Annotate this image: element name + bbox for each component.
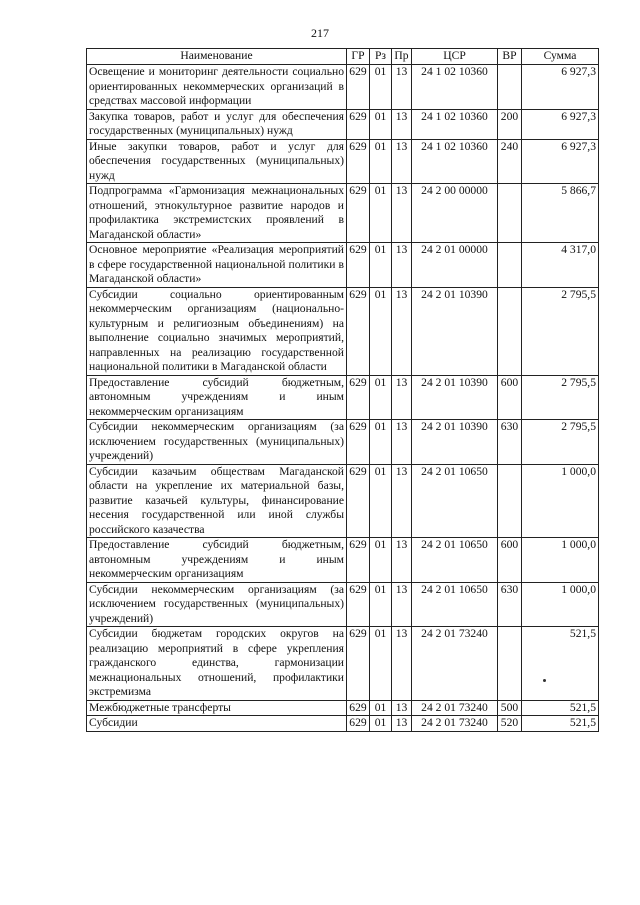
row-sum-cell: 6 927,3 <box>522 65 599 110</box>
row-vr-cell <box>498 65 522 110</box>
row-pr-cell: 13 <box>392 582 412 627</box>
table-row <box>87 184 599 243</box>
row-name-cell: Подпрограмма «Гармонизация межнациональных отношений, этнокультурное развитие народов и профилактика экстремистских проявлений в Магаданской области» <box>87 184 347 243</box>
row-name-cell: Освещение и мониторинг деятельности социально ориентированных некоммерческих организаций в средствах массовой информации <box>87 65 347 110</box>
row-rz-cell: 01 <box>370 139 392 184</box>
row-gr-cell: 629 <box>347 582 370 627</box>
row-sum-cell: 1 000,0 <box>522 538 599 583</box>
row-pr-cell: 13 <box>392 420 412 465</box>
row-name-cell: Предоставление субсидий бюджетным, автономным учреждениям и иным некоммерческим организациям <box>87 375 347 420</box>
row-rz-cell: 01 <box>370 287 392 375</box>
row-name-cell: Иные закупки товаров, работ и услуг для обеспечения государственных (муниципальных) нужд <box>87 139 347 184</box>
row-pr-cell: 13 <box>392 538 412 583</box>
row-vr-cell: 600 <box>498 538 522 583</box>
row-sum-cell: 521,5 <box>522 700 599 716</box>
header-gr: ГР <box>347 49 370 65</box>
row-csr-cell: 24 2 01 73240 <box>412 716 498 732</box>
row-pr-cell: 13 <box>392 139 412 184</box>
row-gr-cell: 629 <box>347 65 370 110</box>
row-vr-cell: 500 <box>498 700 522 716</box>
header-pr: Пр <box>392 49 412 65</box>
row-rz-cell: 01 <box>370 109 392 139</box>
row-vr-cell <box>498 184 522 243</box>
row-gr-cell: 629 <box>347 716 370 732</box>
row-csr-cell: 24 2 01 10390 <box>412 375 498 420</box>
table-row <box>87 65 599 110</box>
row-vr-cell: 630 <box>498 582 522 627</box>
row-sum-cell: 5 866,7 <box>522 184 599 243</box>
table-row <box>87 375 599 420</box>
table-row <box>87 139 599 184</box>
row-rz-cell: 01 <box>370 700 392 716</box>
header-rz: Рз <box>370 49 392 65</box>
row-name-cell: Основное мероприятие «Реализация мероприятий в сфере государственной национальной политики в Магаданской области» <box>87 243 347 288</box>
row-csr-cell: 24 2 01 00000 <box>412 243 498 288</box>
row-rz-cell: 01 <box>370 627 392 701</box>
row-rz-cell: 01 <box>370 582 392 627</box>
table-row <box>87 420 599 465</box>
row-vr-cell <box>498 287 522 375</box>
table-row <box>87 287 599 375</box>
row-name-cell: Субсидии некоммерческим организациям (за исключением государственных (муниципальных) учреждений) <box>87 420 347 465</box>
table-row <box>87 538 599 583</box>
row-vr-cell: 200 <box>498 109 522 139</box>
row-csr-cell: 24 2 01 10650 <box>412 464 498 538</box>
row-name-cell: Субсидии бюджетам городских округов на реализацию мероприятий в сфере укрепления гражданского единства, гармонизации межнациональных отношений, профилактики экстремизма <box>87 627 347 701</box>
row-pr-cell: 13 <box>392 243 412 288</box>
row-gr-cell: 629 <box>347 375 370 420</box>
row-pr-cell: 13 <box>392 375 412 420</box>
header-vr: ВР <box>498 49 522 65</box>
row-csr-cell: 24 1 02 10360 <box>412 139 498 184</box>
table-row <box>87 627 599 701</box>
row-name-cell: Закупка товаров, работ и услуг для обеспечения государственных (муниципальных) нужд <box>87 109 347 139</box>
table-body <box>87 65 599 732</box>
row-rz-cell: 01 <box>370 65 392 110</box>
row-name-cell: Субсидии некоммерческим организациям (за исключением государственных (муниципальных) учреждений) <box>87 582 347 627</box>
row-csr-cell: 24 2 01 10650 <box>412 582 498 627</box>
row-rz-cell: 01 <box>370 420 392 465</box>
row-vr-cell: 520 <box>498 716 522 732</box>
page-number: 217 <box>311 26 329 40</box>
row-gr-cell: 629 <box>347 139 370 184</box>
row-pr-cell: 13 <box>392 700 412 716</box>
row-rz-cell: 01 <box>370 184 392 243</box>
row-csr-cell: 24 1 02 10360 <box>412 109 498 139</box>
row-rz-cell: 01 <box>370 375 392 420</box>
budget-table <box>86 48 599 732</box>
row-sum-cell: 2 795,5 <box>522 375 599 420</box>
row-sum-cell: 1 000,0 <box>522 464 599 538</box>
row-sum-cell: 4 317,0 <box>522 243 599 288</box>
table-row <box>87 109 599 139</box>
row-rz-cell: 01 <box>370 464 392 538</box>
row-vr-cell: 630 <box>498 420 522 465</box>
row-sum-cell: 2 795,5 <box>522 287 599 375</box>
row-gr-cell: 629 <box>347 287 370 375</box>
row-sum-cell: 1 000,0 <box>522 582 599 627</box>
header-name: Наименование <box>87 49 347 65</box>
row-gr-cell: 629 <box>347 420 370 465</box>
row-sum-cell: 521,5 <box>522 627 599 701</box>
row-name-cell: Субсидии <box>87 716 347 732</box>
row-pr-cell: 13 <box>392 464 412 538</box>
header-sum: Сумма <box>522 49 599 65</box>
row-vr-cell <box>498 464 522 538</box>
row-rz-cell: 01 <box>370 538 392 583</box>
row-gr-cell: 629 <box>347 109 370 139</box>
row-csr-cell: 24 2 01 73240 <box>412 627 498 701</box>
row-csr-cell: 24 2 01 10390 <box>412 287 498 375</box>
row-gr-cell: 629 <box>347 243 370 288</box>
row-gr-cell: 629 <box>347 538 370 583</box>
row-sum-cell: 6 927,3 <box>522 139 599 184</box>
header-csr: ЦСР <box>412 49 498 65</box>
row-gr-cell: 629 <box>347 700 370 716</box>
row-csr-cell: 24 2 01 10650 <box>412 538 498 583</box>
row-csr-cell: 24 1 02 10360 <box>412 65 498 110</box>
row-csr-cell: 24 2 01 10390 <box>412 420 498 465</box>
row-gr-cell: 629 <box>347 627 370 701</box>
row-pr-cell: 13 <box>392 109 412 139</box>
row-vr-cell <box>498 243 522 288</box>
row-pr-cell: 13 <box>392 287 412 375</box>
row-pr-cell: 13 <box>392 716 412 732</box>
row-name-cell: Межбюджетные трансферты <box>87 700 347 716</box>
row-gr-cell: 629 <box>347 184 370 243</box>
table-row <box>87 582 599 627</box>
row-vr-cell: 240 <box>498 139 522 184</box>
scan-speck <box>543 679 546 682</box>
row-pr-cell: 13 <box>392 65 412 110</box>
row-name-cell: Предоставление субсидий бюджетным, автономным учреждениям и иным некоммерческим организациям <box>87 538 347 583</box>
table-row <box>87 464 599 538</box>
row-csr-cell: 24 2 00 00000 <box>412 184 498 243</box>
row-sum-cell: 6 927,3 <box>522 109 599 139</box>
row-name-cell: Субсидии казачьим обществам Магаданской области на укрепление их материальной базы, развитие казачьей культуры, финансирование несения государственной или иной службы российского казачества <box>87 464 347 538</box>
table-header-row <box>87 49 599 65</box>
table-row <box>87 716 599 732</box>
row-vr-cell: 600 <box>498 375 522 420</box>
row-rz-cell: 01 <box>370 716 392 732</box>
row-rz-cell: 01 <box>370 243 392 288</box>
row-pr-cell: 13 <box>392 184 412 243</box>
table-row <box>87 700 599 716</box>
row-name-cell: Субсидии социально ориентированным некоммерческим организациям (национально-культурным и религиозным объединениям) на выполнение социально значимых мероприятий, направленных на реализацию государственной национальной политики в Магаданской области <box>87 287 347 375</box>
row-pr-cell: 13 <box>392 627 412 701</box>
row-sum-cell: 521,5 <box>522 716 599 732</box>
row-sum-cell: 2 795,5 <box>522 420 599 465</box>
table-row <box>87 243 599 288</box>
row-csr-cell: 24 2 01 73240 <box>412 700 498 716</box>
row-vr-cell <box>498 627 522 701</box>
row-gr-cell: 629 <box>347 464 370 538</box>
